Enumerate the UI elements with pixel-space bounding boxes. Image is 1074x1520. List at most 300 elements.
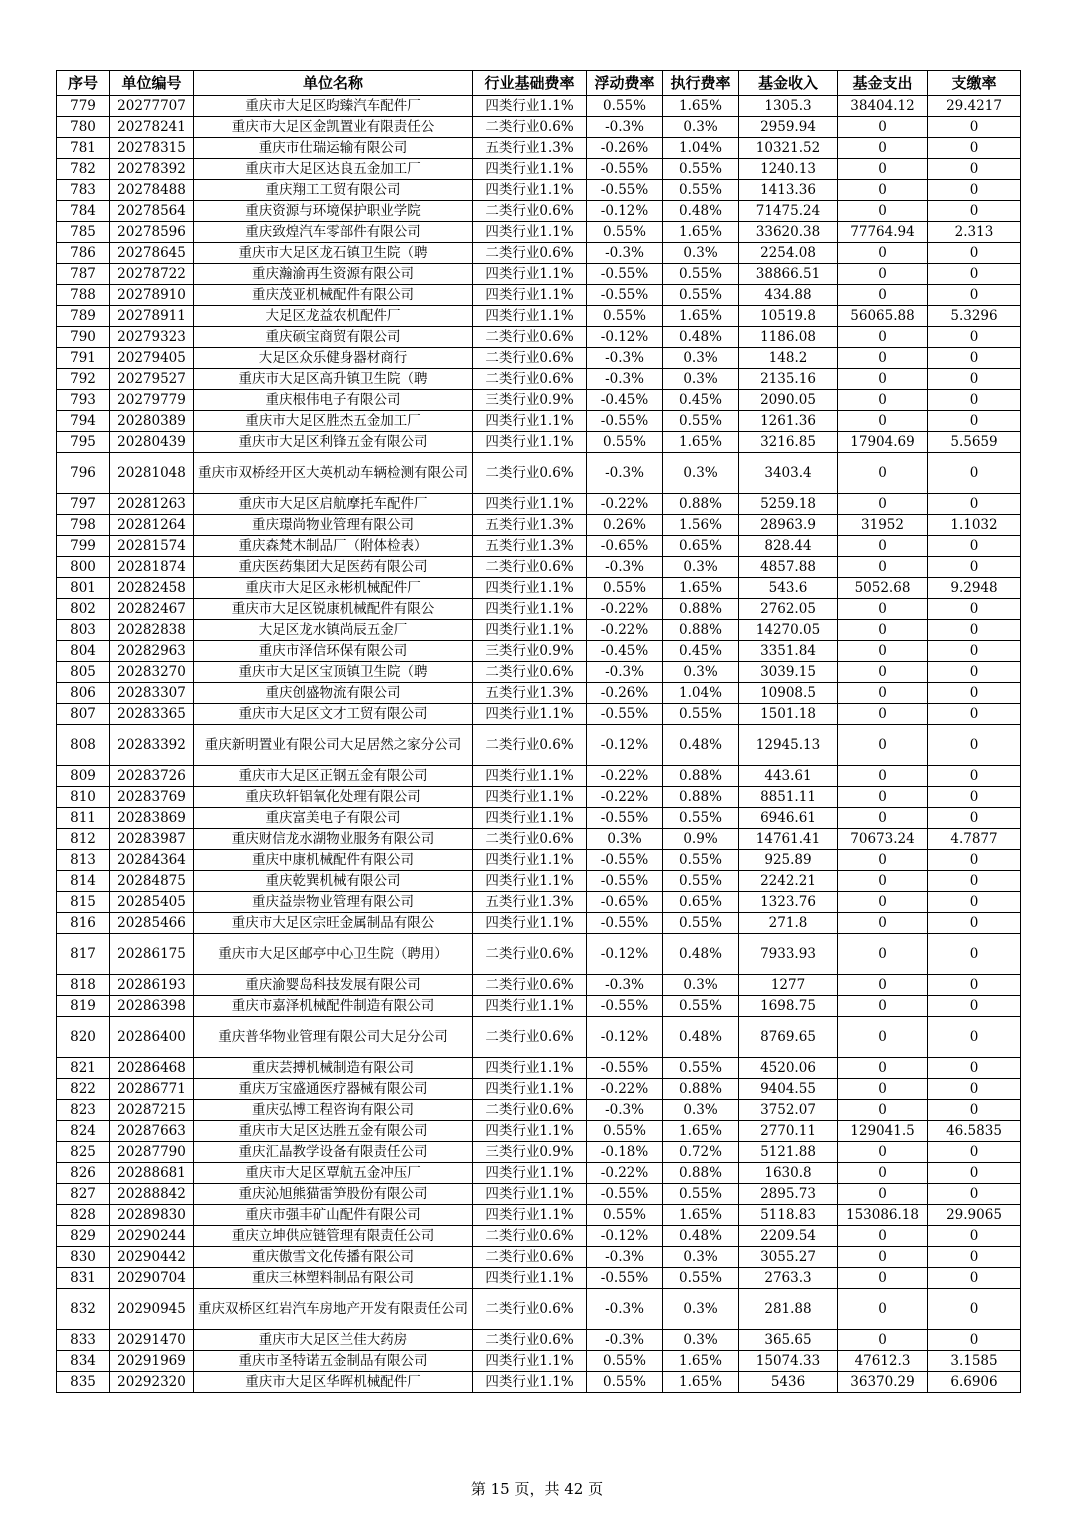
cell-base-rate: 二类行业0.6%	[473, 557, 587, 578]
cell-unit-name: 大足区龙益农机配件厂	[194, 306, 473, 327]
cell-unit-code: 20278392	[110, 159, 194, 180]
cell-base-rate: 二类行业0.6%	[473, 1226, 587, 1247]
cell-seq: 788	[57, 285, 110, 306]
cell-exec-rate: 0.55%	[663, 1268, 739, 1289]
cell-unit-code: 20284875	[110, 871, 194, 892]
table-row	[57, 285, 1021, 306]
cell-base-rate: 四类行业1.1%	[473, 159, 587, 180]
cell-exec-rate: 0.55%	[663, 411, 739, 432]
cell-float-rate: 0.55%	[587, 432, 663, 453]
cell-unit-name: 重庆市大足区华晖机械配件厂	[194, 1372, 473, 1393]
cell-fund-income: 2090.05	[739, 390, 838, 411]
cell-float-rate: -0.55%	[587, 285, 663, 306]
cell-exec-rate: 0.55%	[663, 871, 739, 892]
table-row	[57, 1121, 1021, 1142]
cell-base-rate: 五类行业1.3%	[473, 536, 587, 557]
cell-seq: 814	[57, 871, 110, 892]
cell-float-rate: -0.3%	[587, 557, 663, 578]
table-row	[57, 641, 1021, 662]
cell-fund-expense: 0	[838, 808, 928, 829]
cell-base-rate: 三类行业0.9%	[473, 1142, 587, 1163]
cell-float-rate: 0.55%	[587, 578, 663, 599]
cell-float-rate: -0.3%	[587, 1100, 663, 1121]
cell-fund-income: 271.8	[739, 913, 838, 934]
cell-base-rate: 二类行业0.6%	[473, 453, 587, 494]
cell-exec-rate: 1.65%	[663, 222, 739, 243]
cell-fund-expense: 70673.24	[838, 829, 928, 850]
cell-seq: 792	[57, 369, 110, 390]
cell-seq: 798	[57, 515, 110, 536]
table-row	[57, 892, 1021, 913]
cell-exec-rate: 0.48%	[663, 1226, 739, 1247]
cell-exec-rate: 0.88%	[663, 599, 739, 620]
cell-seq: 815	[57, 892, 110, 913]
cell-fund-income: 14270.05	[739, 620, 838, 641]
cell-fund-expense: 0	[838, 201, 928, 222]
cell-exec-rate: 0.88%	[663, 494, 739, 515]
table-row	[57, 1079, 1021, 1100]
cell-base-rate: 四类行业1.1%	[473, 871, 587, 892]
cell-unit-name: 重庆根伟电子有限公司	[194, 390, 473, 411]
cell-base-rate: 四类行业1.1%	[473, 494, 587, 515]
table-row	[57, 515, 1021, 536]
cell-fund-expense: 0	[838, 348, 928, 369]
cell-unit-code: 20287790	[110, 1142, 194, 1163]
cell-exec-rate: 0.88%	[663, 620, 739, 641]
cell-fund-income: 8851.11	[739, 787, 838, 808]
cell-seq: 810	[57, 787, 110, 808]
cell-base-rate: 二类行业0.6%	[473, 1289, 587, 1330]
cell-fund-expense: 0	[838, 641, 928, 662]
cell-float-rate: -0.3%	[587, 453, 663, 494]
cell-unit-code: 20278596	[110, 222, 194, 243]
cell-fund-expense: 0	[838, 180, 928, 201]
cell-pay-ratio: 0	[928, 683, 1021, 704]
cell-unit-code: 20283307	[110, 683, 194, 704]
cell-unit-name: 重庆富美电子有限公司	[194, 808, 473, 829]
cell-exec-rate: 0.55%	[663, 1058, 739, 1079]
cell-unit-code: 20281264	[110, 515, 194, 536]
cell-seq: 813	[57, 850, 110, 871]
cell-fund-income: 434.88	[739, 285, 838, 306]
cell-unit-code: 20278645	[110, 243, 194, 264]
cell-fund-income: 10321.52	[739, 138, 838, 159]
cell-fund-expense: 0	[838, 1142, 928, 1163]
table-row	[57, 578, 1021, 599]
cell-fund-expense: 0	[838, 871, 928, 892]
cell-fund-expense: 0	[838, 1289, 928, 1330]
cell-base-rate: 二类行业0.6%	[473, 243, 587, 264]
cell-base-rate: 四类行业1.1%	[473, 222, 587, 243]
cell-seq: 780	[57, 117, 110, 138]
cell-pay-ratio: 0	[928, 243, 1021, 264]
cell-seq: 804	[57, 641, 110, 662]
cell-unit-name: 重庆茂亚机械配件有限公司	[194, 285, 473, 306]
cell-base-rate: 二类行业0.6%	[473, 1100, 587, 1121]
cell-fund-income: 1186.08	[739, 327, 838, 348]
cell-seq: 829	[57, 1226, 110, 1247]
cell-pay-ratio: 46.5835	[928, 1121, 1021, 1142]
cell-fund-income: 7933.93	[739, 934, 838, 975]
cell-float-rate: 0.55%	[587, 306, 663, 327]
cell-pay-ratio: 0	[928, 1330, 1021, 1351]
cell-base-rate: 四类行业1.1%	[473, 1184, 587, 1205]
cell-unit-name: 重庆市大足区启航摩托车配件厂	[194, 494, 473, 515]
cell-unit-name: 重庆双桥区红岩汽车房地产开发有限责任公司	[194, 1289, 473, 1330]
page-footer: 第 15 页，共 42 页	[470, 1480, 604, 1498]
cell-fund-expense: 0	[838, 725, 928, 766]
cell-pay-ratio: 0	[928, 411, 1021, 432]
cell-seq: 807	[57, 704, 110, 725]
cell-float-rate: -0.55%	[587, 704, 663, 725]
cell-fund-income: 828.44	[739, 536, 838, 557]
table-row	[57, 975, 1021, 996]
cell-fund-income: 2762.05	[739, 599, 838, 620]
cell-float-rate: -0.55%	[587, 180, 663, 201]
cell-base-rate: 四类行业1.1%	[473, 285, 587, 306]
cell-float-rate: -0.55%	[587, 411, 663, 432]
cell-pay-ratio: 0	[928, 285, 1021, 306]
cell-exec-rate: 0.88%	[663, 1079, 739, 1100]
cell-exec-rate: 0.55%	[663, 704, 739, 725]
cell-unit-code: 20283987	[110, 829, 194, 850]
cell-pay-ratio: 0	[928, 1142, 1021, 1163]
cell-fund-income: 1261.36	[739, 411, 838, 432]
cell-unit-name: 重庆弘博工程咨询有限公司	[194, 1100, 473, 1121]
cell-pay-ratio: 0	[928, 787, 1021, 808]
cell-fund-expense: 0	[838, 975, 928, 996]
cell-exec-rate: 1.65%	[663, 1121, 739, 1142]
cell-fund-income: 3351.84	[739, 641, 838, 662]
table-row	[57, 1226, 1021, 1247]
header-float-rate: 浮动费率	[587, 71, 663, 96]
cell-float-rate: 0.55%	[587, 222, 663, 243]
cell-float-rate: -0.12%	[587, 934, 663, 975]
cell-base-rate: 四类行业1.1%	[473, 180, 587, 201]
cell-unit-name: 重庆璟尚物业管理有限公司	[194, 515, 473, 536]
cell-unit-name: 重庆市仕瑞运输有限公司	[194, 138, 473, 159]
cell-unit-code: 20279527	[110, 369, 194, 390]
cell-unit-code: 20283726	[110, 766, 194, 787]
cell-base-rate: 四类行业1.1%	[473, 1058, 587, 1079]
cell-base-rate: 二类行业0.6%	[473, 327, 587, 348]
cell-unit-name: 重庆芸搏机械制造有限公司	[194, 1058, 473, 1079]
cell-seq: 799	[57, 536, 110, 557]
cell-fund-expense: 0	[838, 599, 928, 620]
cell-pay-ratio: 0	[928, 599, 1021, 620]
cell-unit-name: 大足区龙水镇尚辰五金厂	[194, 620, 473, 641]
cell-float-rate: -0.22%	[587, 1079, 663, 1100]
cell-exec-rate: 1.65%	[663, 306, 739, 327]
cell-fund-expense: 0	[838, 369, 928, 390]
cell-base-rate: 二类行业0.6%	[473, 975, 587, 996]
cell-float-rate: 0.3%	[587, 829, 663, 850]
cell-base-rate: 二类行业0.6%	[473, 369, 587, 390]
cell-fund-expense: 56065.88	[838, 306, 928, 327]
cell-pay-ratio: 0	[928, 1058, 1021, 1079]
cell-seq: 783	[57, 180, 110, 201]
cell-fund-income: 543.6	[739, 578, 838, 599]
cell-seq: 824	[57, 1121, 110, 1142]
table-row	[57, 411, 1021, 432]
cell-base-rate: 四类行业1.1%	[473, 1079, 587, 1100]
table-row	[57, 306, 1021, 327]
cell-unit-name: 重庆市泽信环保有限公司	[194, 641, 473, 662]
cell-unit-name: 重庆市大足区昀臻汽车配件厂	[194, 96, 473, 117]
cell-unit-code: 20278911	[110, 306, 194, 327]
table-row	[57, 369, 1021, 390]
cell-seq: 801	[57, 578, 110, 599]
cell-float-rate: -0.3%	[587, 369, 663, 390]
cell-seq: 808	[57, 725, 110, 766]
cell-unit-name: 重庆市大足区覃航五金冲压厂	[194, 1163, 473, 1184]
table-row	[57, 1205, 1021, 1226]
cell-float-rate: -0.22%	[587, 1163, 663, 1184]
table-row	[57, 1268, 1021, 1289]
cell-exec-rate: 0.48%	[663, 201, 739, 222]
table-row	[57, 117, 1021, 138]
cell-seq: 787	[57, 264, 110, 285]
table-row	[57, 662, 1021, 683]
cell-unit-name: 重庆渝婴岛科技发展有限公司	[194, 975, 473, 996]
cell-fund-expense: 0	[838, 494, 928, 515]
cell-fund-expense: 0	[838, 117, 928, 138]
cell-fund-expense: 0	[838, 1184, 928, 1205]
cell-fund-expense: 0	[838, 1163, 928, 1184]
fund-table	[56, 70, 1021, 1393]
cell-unit-name: 重庆市大足区金凯置业有限责任公	[194, 117, 473, 138]
cell-seq: 828	[57, 1205, 110, 1226]
cell-seq: 817	[57, 934, 110, 975]
cell-unit-code: 20286175	[110, 934, 194, 975]
cell-exec-rate: 0.72%	[663, 1142, 739, 1163]
cell-exec-rate: 0.55%	[663, 808, 739, 829]
cell-float-rate: 0.55%	[587, 96, 663, 117]
cell-unit-code: 20285405	[110, 892, 194, 913]
table-row	[57, 620, 1021, 641]
cell-unit-name: 重庆市大足区锐康机械配件有限公	[194, 599, 473, 620]
cell-unit-name: 重庆三林塑料制品有限公司	[194, 1268, 473, 1289]
cell-float-rate: -0.45%	[587, 390, 663, 411]
cell-base-rate: 四类行业1.1%	[473, 1351, 587, 1372]
table-row	[57, 787, 1021, 808]
cell-float-rate: -0.3%	[587, 1330, 663, 1351]
cell-float-rate: -0.65%	[587, 892, 663, 913]
table-row	[57, 850, 1021, 871]
cell-float-rate: 0.55%	[587, 1351, 663, 1372]
cell-seq: 812	[57, 829, 110, 850]
cell-unit-code: 20278241	[110, 117, 194, 138]
cell-fund-expense: 0	[838, 1058, 928, 1079]
cell-fund-expense: 129041.5	[838, 1121, 928, 1142]
cell-pay-ratio: 0	[928, 557, 1021, 578]
cell-seq: 795	[57, 432, 110, 453]
cell-unit-code: 20287663	[110, 1121, 194, 1142]
cell-unit-code: 20279405	[110, 348, 194, 369]
cell-unit-code: 20283869	[110, 808, 194, 829]
table-row	[57, 159, 1021, 180]
cell-pay-ratio: 0	[928, 264, 1021, 285]
header-unit-code: 单位编号	[110, 71, 194, 96]
cell-exec-rate: 0.3%	[663, 1247, 739, 1268]
table-row	[57, 913, 1021, 934]
cell-fund-income: 10519.8	[739, 306, 838, 327]
cell-base-rate: 四类行业1.1%	[473, 913, 587, 934]
cell-unit-code: 20292320	[110, 1372, 194, 1393]
cell-pay-ratio: 0	[928, 390, 1021, 411]
cell-unit-code: 20282838	[110, 620, 194, 641]
cell-fund-income: 15074.33	[739, 1351, 838, 1372]
cell-fund-expense: 17904.69	[838, 432, 928, 453]
cell-fund-expense: 0	[838, 704, 928, 725]
cell-fund-expense: 0	[838, 996, 928, 1017]
cell-unit-name: 重庆市大足区永彬机械配件厂	[194, 578, 473, 599]
table-row	[57, 138, 1021, 159]
cell-base-rate: 五类行业1.3%	[473, 683, 587, 704]
table-row	[57, 1100, 1021, 1121]
cell-seq: 819	[57, 996, 110, 1017]
cell-pay-ratio: 0	[928, 536, 1021, 557]
table-row	[57, 557, 1021, 578]
cell-fund-income: 2242.21	[739, 871, 838, 892]
cell-float-rate: -0.3%	[587, 117, 663, 138]
cell-fund-expense: 77764.94	[838, 222, 928, 243]
cell-exec-rate: 0.48%	[663, 725, 739, 766]
table-row	[57, 180, 1021, 201]
cell-fund-income: 4520.06	[739, 1058, 838, 1079]
cell-float-rate: -0.55%	[587, 996, 663, 1017]
cell-pay-ratio: 0	[928, 1289, 1021, 1330]
cell-unit-name: 重庆翔工工贸有限公司	[194, 180, 473, 201]
cell-pay-ratio: 0	[928, 201, 1021, 222]
cell-base-rate: 五类行业1.3%	[473, 892, 587, 913]
cell-unit-name: 重庆市大足区宗旺金属制品有限公	[194, 913, 473, 934]
cell-unit-name: 重庆市大足区高升镇卫生院（聘	[194, 369, 473, 390]
cell-base-rate: 四类行业1.1%	[473, 1163, 587, 1184]
cell-fund-expense: 0	[838, 453, 928, 494]
cell-unit-code: 20288842	[110, 1184, 194, 1205]
cell-unit-name: 重庆中康机械配件有限公司	[194, 850, 473, 871]
cell-unit-code: 20290442	[110, 1247, 194, 1268]
table-row	[57, 264, 1021, 285]
cell-exec-rate: 0.3%	[663, 1100, 739, 1121]
cell-fund-expense: 0	[838, 1100, 928, 1121]
cell-fund-expense: 0	[838, 138, 928, 159]
cell-fund-income: 5121.88	[739, 1142, 838, 1163]
cell-unit-code: 20278564	[110, 201, 194, 222]
cell-pay-ratio: 0	[928, 892, 1021, 913]
cell-pay-ratio: 0	[928, 159, 1021, 180]
cell-float-rate: -0.12%	[587, 201, 663, 222]
cell-pay-ratio: 0	[928, 369, 1021, 390]
cell-unit-name: 重庆资源与环境保护职业学院	[194, 201, 473, 222]
cell-fund-income: 28963.9	[739, 515, 838, 536]
cell-pay-ratio: 0	[928, 725, 1021, 766]
cell-float-rate: -0.3%	[587, 243, 663, 264]
cell-unit-code: 20279779	[110, 390, 194, 411]
cell-fund-income: 2959.94	[739, 117, 838, 138]
cell-unit-name: 重庆益崇物业管理有限公司	[194, 892, 473, 913]
cell-seq: 835	[57, 1372, 110, 1393]
cell-base-rate: 四类行业1.1%	[473, 704, 587, 725]
cell-unit-code: 20281574	[110, 536, 194, 557]
header-fund-income: 基金收入	[739, 71, 838, 96]
table-row	[57, 453, 1021, 494]
cell-fund-income: 148.2	[739, 348, 838, 369]
table-row	[57, 1330, 1021, 1351]
cell-base-rate: 四类行业1.1%	[473, 306, 587, 327]
cell-fund-expense: 0	[838, 159, 928, 180]
cell-pay-ratio: 0	[928, 850, 1021, 871]
cell-fund-expense: 0	[838, 1226, 928, 1247]
cell-fund-expense: 0	[838, 1268, 928, 1289]
cell-base-rate: 二类行业0.6%	[473, 348, 587, 369]
cell-fund-expense: 0	[838, 243, 928, 264]
cell-float-rate: -0.12%	[587, 327, 663, 348]
cell-exec-rate: 1.65%	[663, 1351, 739, 1372]
cell-seq: 816	[57, 913, 110, 934]
table-row	[57, 599, 1021, 620]
cell-unit-name: 重庆森梵木制品厂（附体检表）	[194, 536, 473, 557]
cell-pay-ratio: 0	[928, 913, 1021, 934]
cell-unit-name: 重庆万宝盛通医疗器械有限公司	[194, 1079, 473, 1100]
cell-pay-ratio: 0	[928, 641, 1021, 662]
table-row	[57, 1351, 1021, 1372]
cell-unit-name: 重庆市大足区宝顶镇卫生院（聘	[194, 662, 473, 683]
cell-fund-expense: 31952	[838, 515, 928, 536]
cell-fund-income: 365.65	[739, 1330, 838, 1351]
cell-fund-income: 281.88	[739, 1289, 838, 1330]
cell-unit-code: 20291470	[110, 1330, 194, 1351]
cell-pay-ratio: 0	[928, 494, 1021, 515]
cell-fund-expense: 0	[838, 787, 928, 808]
cell-pay-ratio: 2.313	[928, 222, 1021, 243]
cell-exec-rate: 1.65%	[663, 432, 739, 453]
cell-fund-income: 38866.51	[739, 264, 838, 285]
cell-unit-name: 重庆新明置业有限公司大足居然之家分公司	[194, 725, 473, 766]
cell-fund-expense: 0	[838, 1247, 928, 1268]
cell-pay-ratio: 0	[928, 662, 1021, 683]
cell-fund-income: 2770.11	[739, 1121, 838, 1142]
table-row	[57, 243, 1021, 264]
cell-seq: 781	[57, 138, 110, 159]
cell-seq: 820	[57, 1017, 110, 1058]
cell-base-rate: 三类行业0.9%	[473, 641, 587, 662]
cell-seq: 806	[57, 683, 110, 704]
table-row	[57, 725, 1021, 766]
cell-unit-name: 重庆市大足区文才工贸有限公司	[194, 704, 473, 725]
cell-unit-name: 重庆市大足区胜杰五金加工厂	[194, 411, 473, 432]
cell-unit-name: 重庆市嘉泽机械配件制造有限公司	[194, 996, 473, 1017]
cell-pay-ratio: 0	[928, 975, 1021, 996]
cell-base-rate: 四类行业1.1%	[473, 766, 587, 787]
cell-float-rate: -0.3%	[587, 975, 663, 996]
cell-seq: 789	[57, 306, 110, 327]
cell-exec-rate: 0.45%	[663, 390, 739, 411]
cell-fund-expense: 0	[838, 892, 928, 913]
cell-seq: 821	[57, 1058, 110, 1079]
cell-fund-income: 1277	[739, 975, 838, 996]
cell-unit-code: 20282458	[110, 578, 194, 599]
table-body	[57, 96, 1021, 1393]
table-row	[57, 327, 1021, 348]
cell-pay-ratio: 0	[928, 1100, 1021, 1121]
cell-fund-income: 1413.36	[739, 180, 838, 201]
cell-unit-code: 20286468	[110, 1058, 194, 1079]
cell-unit-code: 20280389	[110, 411, 194, 432]
cell-fund-income: 5259.18	[739, 494, 838, 515]
table-row	[57, 1142, 1021, 1163]
